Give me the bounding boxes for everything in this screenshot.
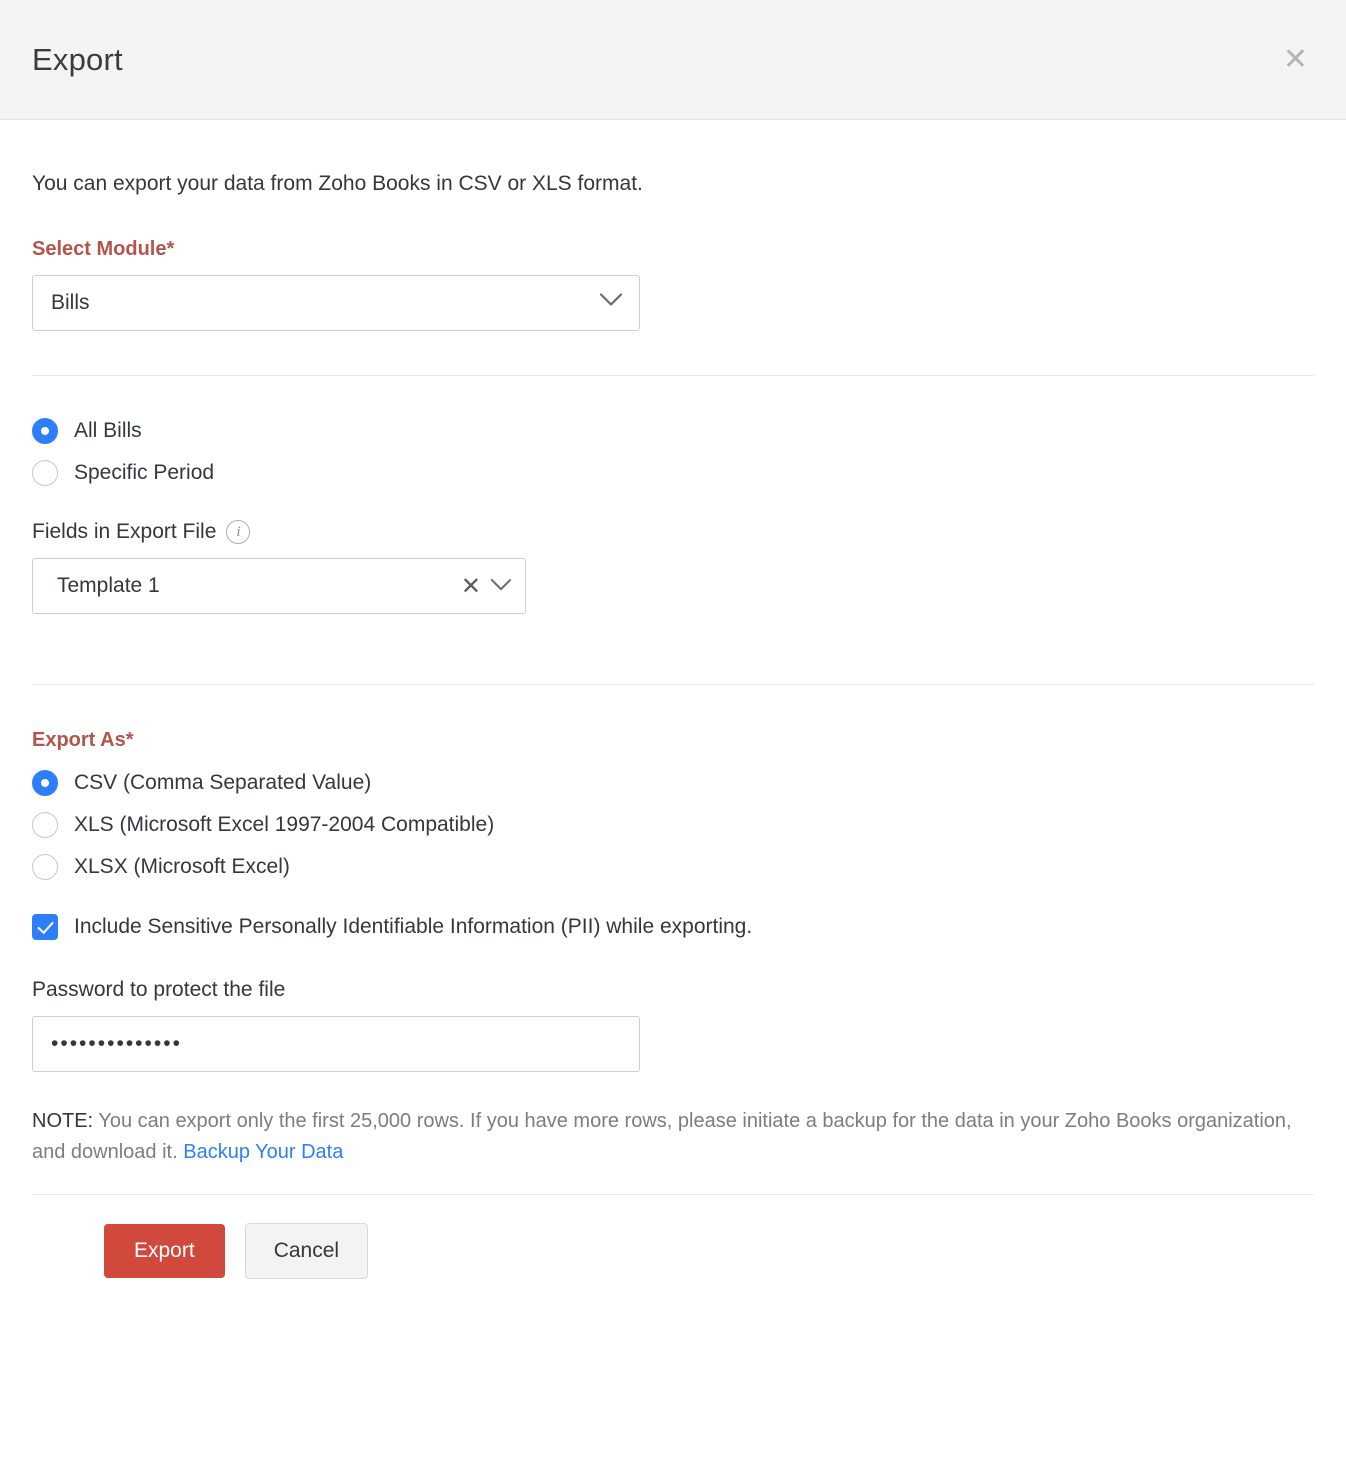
checkbox-icon-pii[interactable] xyxy=(32,914,58,940)
pii-checkbox-label: Include Sensitive Personally Identifiable Information (PII) while exporting. xyxy=(74,915,753,938)
template-dropdown[interactable] xyxy=(32,558,526,614)
note-prefix: NOTE: xyxy=(32,1110,94,1132)
select-module-dropdown[interactable] xyxy=(32,275,640,331)
radio-icon-specific-period[interactable] xyxy=(32,460,58,486)
radio-label-xls: XLS (Microsoft Excel 1997-2004 Compatible) xyxy=(74,813,495,836)
radio-icon-xlsx[interactable] xyxy=(32,854,58,880)
export-button[interactable]: Export xyxy=(104,1224,225,1278)
info-icon[interactable]: i xyxy=(226,520,250,544)
password-label: Password to protect the file xyxy=(32,978,286,1001)
close-icon[interactable]: ✕ xyxy=(1282,42,1308,76)
radio-icon-all-bills[interactable] xyxy=(32,418,58,444)
divider-2 xyxy=(32,684,1314,685)
fields-in-export-label xyxy=(32,520,1314,544)
intro-text: You can export your data from Zoho Books in CSV or XLS format. xyxy=(32,172,643,195)
page-title: Export xyxy=(32,41,123,77)
radio-specific-period[interactable] xyxy=(32,460,1314,486)
backup-your-data-link[interactable]: Backup Your Data xyxy=(183,1141,344,1163)
radio-label-xlsx: XLSX (Microsoft Excel) xyxy=(74,855,290,878)
clear-icon[interactable]: ✕ xyxy=(460,572,481,600)
cancel-button[interactable]: Cancel xyxy=(245,1223,368,1279)
radio-label-all-bills: All Bills xyxy=(74,419,142,442)
radio-all-bills[interactable] xyxy=(32,418,1314,444)
export-as-label: Export As* xyxy=(32,729,134,751)
select-module-label: Select Module* xyxy=(32,238,175,260)
dialog-header xyxy=(0,0,1346,120)
select-module-value: Bills xyxy=(51,291,90,314)
pii-checkbox-row[interactable] xyxy=(32,914,1314,940)
dialog-body xyxy=(0,120,1346,1476)
note-text xyxy=(32,1106,1314,1168)
divider-1 xyxy=(32,375,1314,376)
radio-xls[interactable] xyxy=(32,812,1314,838)
export-as-radio-group xyxy=(32,770,1314,880)
note-body: You can export only the first 25,000 rows. If you have more rows, please initiate a backup for the data in your Zoho Books organization, and download it. xyxy=(32,1110,1292,1163)
password-input[interactable] xyxy=(32,1016,640,1072)
chevron-down-icon[interactable] xyxy=(491,574,511,598)
fields-in-export-label-text: Fields in Export File xyxy=(32,520,217,543)
radio-xlsx[interactable] xyxy=(32,854,1314,880)
radio-csv[interactable] xyxy=(32,770,1314,796)
radio-icon-csv[interactable] xyxy=(32,770,58,796)
radio-label-csv: CSV (Comma Separated Value) xyxy=(74,771,372,794)
select-module-wrap xyxy=(32,275,640,331)
scope-radio-group xyxy=(32,418,1314,486)
radio-label-specific-period: Specific Period xyxy=(74,461,215,484)
radio-icon-xls[interactable] xyxy=(32,812,58,838)
dialog-footer xyxy=(32,1195,1314,1279)
template-value: Template 1 xyxy=(57,574,160,597)
